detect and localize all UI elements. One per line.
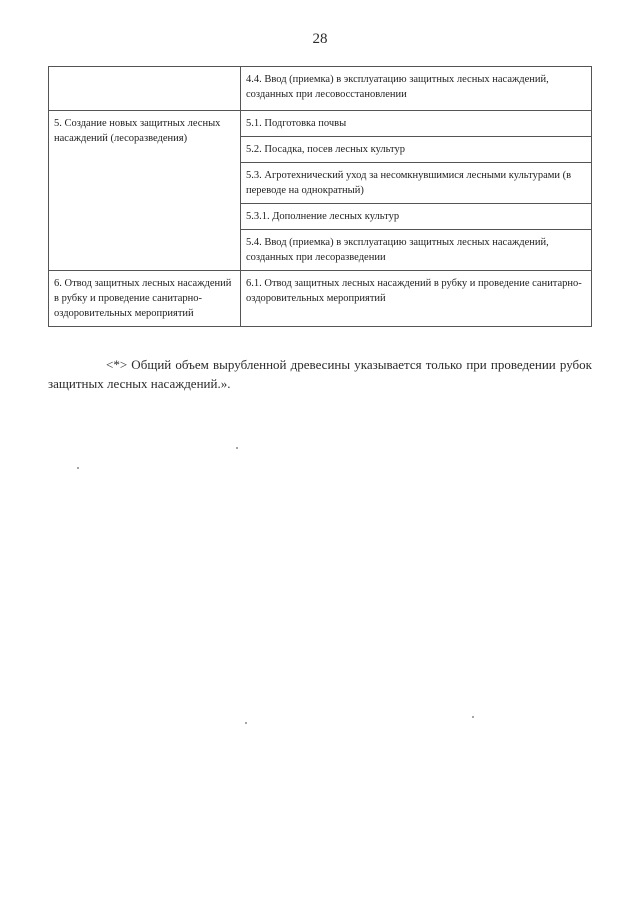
- table-cell: 5.4. Ввод (приемка) в эксплуатацию защитных лесных насаждений, созданных при лесоразведении: [241, 230, 592, 271]
- table-row: [49, 271, 592, 327]
- scan-speck: [245, 722, 247, 724]
- footnote: <*> Общий объем вырубленной древесины указывается только при проведении рубок защитных лесных насаждений.».: [48, 357, 592, 391]
- table-cell: 5.2. Посадка, посев лесных культур: [241, 137, 592, 163]
- section-title-cell: 6. Отвод защитных лесных насаждений в рубку и проведение санитарно-оздоровительных мероприятий: [49, 271, 241, 327]
- scan-speck: [236, 447, 238, 449]
- table-cell: 5.3.1. Дополнение лесных культур: [241, 204, 592, 230]
- scan-speck: [77, 467, 79, 469]
- table-cell: 6.1. Отвод защитных лесных насаждений в рубку и проведение санитарно-оздоровительных мероприятий: [241, 271, 592, 327]
- table-cell: 4.4. Ввод (приемка) в эксплуатацию защитных лесных насаждений, созданных при лесовосстановлении: [241, 67, 592, 111]
- table-cell: 5.1. Подготовка почвы: [241, 111, 592, 137]
- activities-table: [48, 66, 592, 327]
- table-row: [49, 67, 592, 111]
- table-cell: 5.3. Агротехнический уход за несомкнувшимися лесными культурами (в переводе на однократный): [241, 163, 592, 204]
- empty-cell: [49, 67, 241, 111]
- table-row: [49, 111, 592, 137]
- page-number: 28: [312, 31, 328, 47]
- scan-speck: [472, 716, 474, 718]
- section-title-cell: 5. Создание новых защитных лесных насаждений (лесоразведения): [49, 111, 241, 271]
